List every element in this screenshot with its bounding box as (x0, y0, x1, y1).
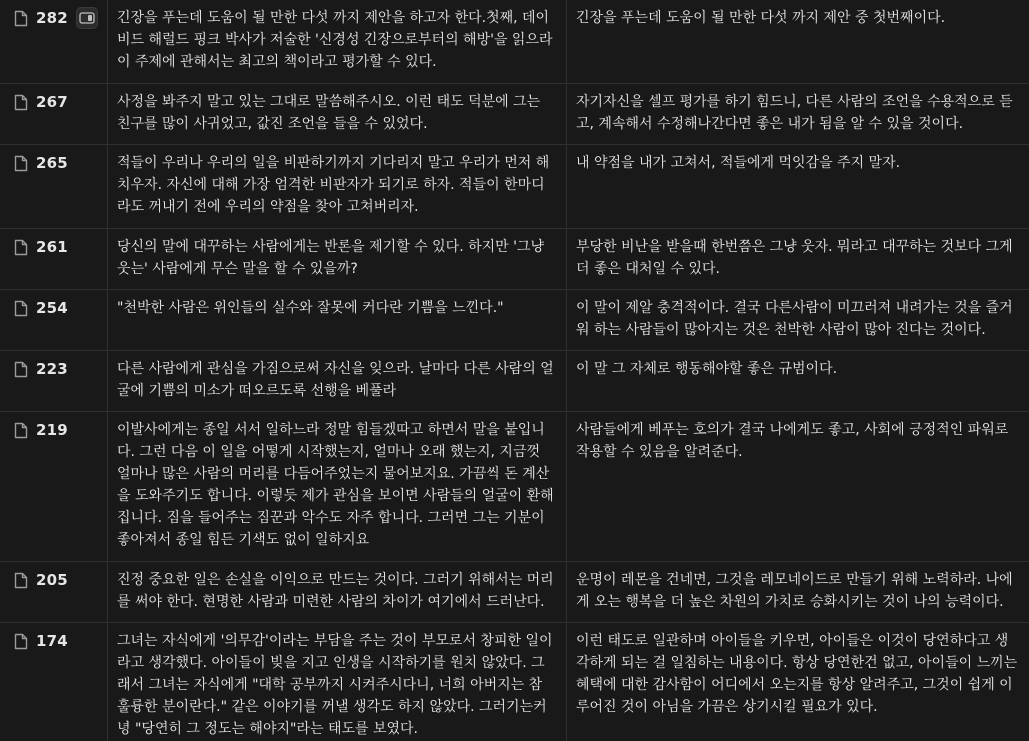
side-peek-icon (79, 12, 95, 24)
quote-cell[interactable]: 사정을 봐주지 말고 있는 그대로 말씀해주시오. 이런 태도 덕분에 그는 친구를 많이 사귀었고, 값진 조언을 들을 수 있었다. (108, 84, 567, 144)
note-cell[interactable]: 사람들에게 베푸는 호의가 결국 나에게도 좋고, 사회에 긍정적인 파워로 작용할 수 있음을 알려준다. (576, 422, 1009, 460)
quote-cell[interactable]: 적들이 우리나 우리의 일을 비판하기까지 기다리지 말고 우리가 먼저 해치우자. 자신에 대해 가장 엄격한 비판자가 되기로 하자. 적들이 한마디라도 꺼내기 전에 우리의 약점을 찾아 고쳐버리자. (108, 145, 567, 228)
row-id: 265 (36, 154, 68, 172)
id-cell[interactable] (0, 412, 108, 561)
page-icon (14, 300, 28, 317)
page-icon (14, 633, 28, 650)
row-id: 282 (36, 9, 68, 27)
table-row[interactable] (0, 145, 1029, 229)
id-cell[interactable] (0, 84, 108, 144)
note-cell[interactable]: 자기자신을 셀프 평가를 하기 힘드니, 다른 사람의 조언을 수용적으로 듣고, 계속해서 수정해나간다면 좋은 내가 됨을 알 수 있을 것이다. (576, 94, 1013, 132)
id-cell[interactable] (0, 145, 108, 228)
id-cell[interactable] (0, 351, 108, 411)
page-icon (14, 422, 28, 439)
table-row[interactable] (0, 0, 1029, 84)
row-id: 267 (36, 93, 68, 111)
note-cell[interactable]: 운명이 레몬을 건네면, 그것을 레모네이드로 만들기 위해 노력하라. 나에게 오는 행복을 더 높은 차원의 가치로 승화시키는 것이 나의 능력이다. (576, 572, 1013, 610)
note-cell[interactable]: 긴장을 푸는데 도움이 될 만한 다섯 까지 제안 중 첫번째이다. (576, 10, 946, 26)
quote-cell[interactable]: 당신의 말에 대꾸하는 사람에게는 반론을 제기할 수 있다. 하지만 '그냥 웃는' 사람에게 무슨 말을 할 수 있을까? (108, 229, 567, 289)
id-cell[interactable] (0, 562, 108, 622)
table-row[interactable] (0, 562, 1029, 623)
table-row[interactable] (0, 623, 1029, 741)
note-cell[interactable]: 내 약점을 내가 고쳐서, 적들에게 먹잇감을 주지 말자. (576, 155, 901, 171)
quote-cell[interactable]: 진정 중요한 일은 손실을 이익으로 만드는 것이다. 그러기 위해서는 머리를 써야 한다. 현명한 사람과 미련한 사람의 차이가 여기에서 드러난다. (108, 562, 567, 622)
quote-cell[interactable]: 이발사에게는 종일 서서 일하느라 정말 힘들겠따고 하면서 말을 붙입니다. 그런 다음 이 일을 어떻게 시작했는지, 얼마나 오래 했는지, 지금껏 얼마나 많은 사람의 머리를 다듬어주었는지 물어보지요. 가끔씩 돈 계산을 도와주기도 합니다. 이렇듯 제가 관심을 보이면 사람들의 얼굴이 환해집니다. 짐을 들어주는 짐꾼과 악수도 자주 합니다. 그러면 그는 기분이 좋아져서 종일 힘든 기색도 없이 일하지요 (108, 412, 567, 561)
row-id: 219 (36, 421, 68, 439)
id-cell[interactable] (0, 290, 108, 350)
id-cell[interactable] (0, 229, 108, 289)
quote-cell[interactable]: "천박한 사람은 위인들의 실수와 잘못에 커다란 기쁨을 느낀다." (108, 290, 567, 350)
quote-cell[interactable]: 그녀는 자식에게 '의무감'이라는 부담을 주는 것이 부모로서 창피한 일이라고 생각했다. 아이들이 빚을 지고 인생을 시작하기를 원치 않았다. 그래서 그녀는 자식에게 "대학 공부까지 시켜주시다니, 너희 아버지는 참 훌륭한 분이란다." 같은 이야기를 꺼낼 생각도 하지 않았다. 그러기는커녕 "당연히 그 정도는 해야지"라는 태도를 보였다. (108, 623, 567, 741)
page-icon (14, 155, 28, 172)
id-cell[interactable] (0, 0, 108, 83)
note-cell[interactable]: 이런 태도로 일관하며 아이들을 키우면, 아이들은 이것이 당연하다고 생각하게 되는 걸 일침하는 내용이다. 항상 당연한건 없고, 아이들이 느끼는 혜택에 대한 감사함이 어디에서 오는지를 항상 알려주고, 그것이 쉽게 이루어진 것이 아님을 가끔은 상기시킬 필요가 있다. (576, 633, 1018, 715)
id-cell[interactable] (0, 623, 108, 741)
note-cell[interactable]: 이 말이 제알 충격적이다. 결국 다른사람이 미끄러져 내려가는 것을 즐거워 하는 사람들이 많아지는 것은 천박한 사람이 많아 진다는 것이다. (576, 300, 1013, 338)
table-row[interactable] (0, 229, 1029, 290)
quote-cell[interactable]: 긴장을 푸는데 도움이 될 만한 다섯 까지 제안을 하고자 한다.첫째, 데이비드 해럴드 핑크 박사가 저술한 '신경성 긴장으로부터의 해방'을 읽으라 이 주제에 관해서는 최고의 책이라고 평가할 수 있다. (108, 0, 567, 83)
page-icon (14, 361, 28, 378)
open-page-button[interactable] (76, 7, 98, 29)
page-icon (14, 10, 28, 27)
note-cell[interactable]: 이 말 그 자체로 행동해야할 좋은 규범이다. (576, 361, 838, 377)
table-row[interactable] (0, 412, 1029, 562)
table-row[interactable] (0, 84, 1029, 145)
page-icon (14, 94, 28, 111)
note-cell[interactable]: 부당한 비난을 받을때 한번쯤은 그냥 웃자. 뭐라고 대꾸하는 것보다 그게 더 좋은 대처일 수 있다. (576, 239, 1013, 277)
row-id: 261 (36, 238, 68, 256)
row-id: 254 (36, 299, 68, 317)
page-icon (14, 572, 28, 589)
row-id: 205 (36, 571, 68, 589)
table-row[interactable] (0, 351, 1029, 412)
table-row[interactable] (0, 290, 1029, 351)
page-icon (14, 239, 28, 256)
quote-cell[interactable]: 다른 사람에게 관심을 가짐으로써 자신을 잊으라. 날마다 다른 사람의 얼굴에 기쁨의 미소가 떠오르도록 선행을 베풀라 (108, 351, 567, 411)
row-id: 174 (36, 632, 68, 650)
row-id: 223 (36, 360, 68, 378)
